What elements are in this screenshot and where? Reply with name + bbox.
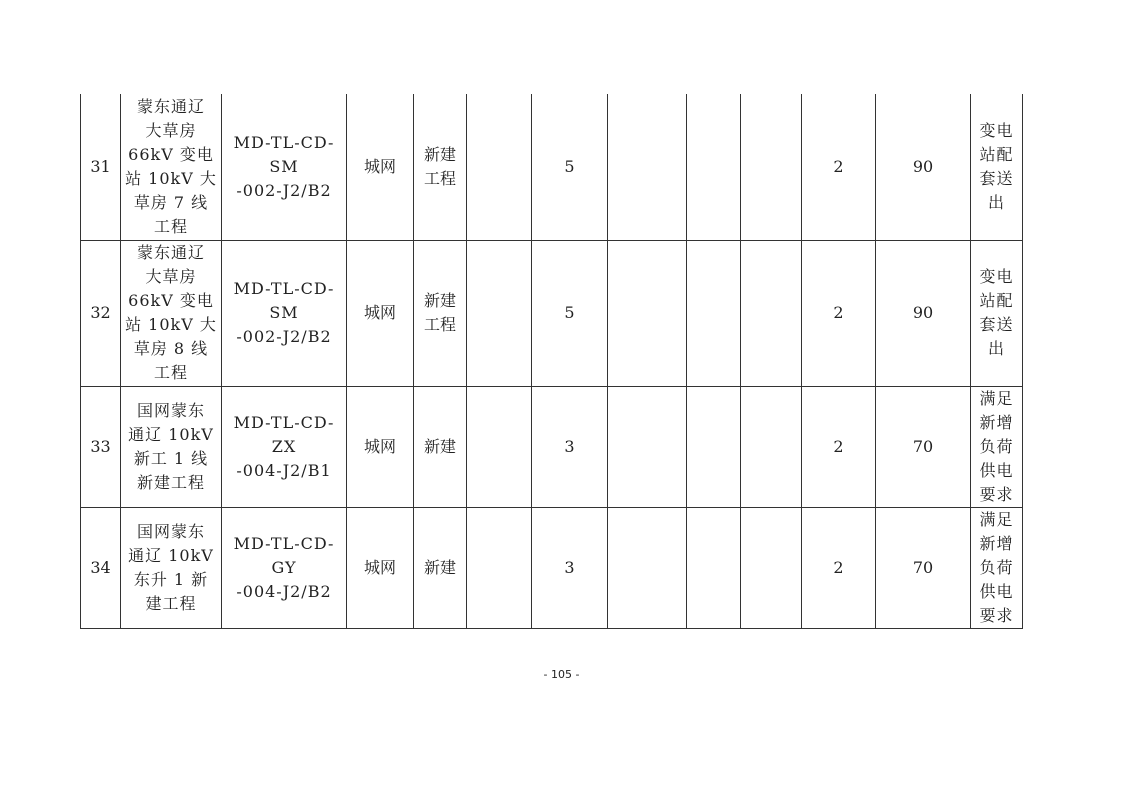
project-code-cell-line: -002-J2/B2 <box>236 180 332 200</box>
purpose-cell-line: 套送出 <box>979 168 1014 212</box>
value-cell: 2 <box>802 94 876 240</box>
purpose-cell-line: 要求 <box>979 484 1014 504</box>
purpose-cell <box>971 240 1023 386</box>
construction-type-cell-line: 新建 <box>423 291 456 310</box>
empty-cell <box>687 240 741 386</box>
project-name-cell-line: 大草房 <box>145 120 197 140</box>
empty-cell <box>467 386 532 507</box>
table-row <box>81 386 1023 507</box>
project-name-cell-line: 通辽 10kV <box>128 545 214 565</box>
quantity-cell: 3 <box>532 386 608 507</box>
project-code-cell <box>222 240 347 386</box>
project-name-cell-line: 66kV 变电 <box>128 144 214 164</box>
empty-cell <box>741 386 802 507</box>
empty-cell <box>687 386 741 507</box>
project-name-cell-line: 工程 <box>153 363 188 382</box>
project-name-cell-line: 站 10kV 大 <box>125 315 217 334</box>
empty-cell <box>467 240 532 386</box>
value-cell: 90 <box>876 240 971 386</box>
project-name-cell-line: 蒙东通辽 <box>136 96 205 116</box>
table-row <box>81 507 1023 628</box>
value-cell: 70 <box>876 507 971 628</box>
empty-cell <box>467 94 532 240</box>
empty-cell <box>608 240 687 386</box>
construction-type-cell-line: 新建 <box>423 436 456 456</box>
purpose-cell-line: 变电站配 <box>979 120 1014 164</box>
project-name-cell-line: 草房 8 线 <box>133 339 209 358</box>
project-name-cell-line: 通辽 10kV <box>128 424 214 444</box>
empty-cell <box>467 507 532 628</box>
construction-type-cell <box>414 240 467 386</box>
project-code-cell <box>222 94 347 240</box>
project-name-cell-line: 蒙东通辽 <box>136 243 205 262</box>
purpose-cell-line: 负荷供电 <box>979 557 1014 601</box>
project-name-cell-line: 草房 7 线 <box>133 192 209 212</box>
project-table-container <box>80 94 1022 629</box>
project-name-cell-line: 新工 1 线 <box>133 448 209 468</box>
area-cell: 城网 <box>347 386 414 507</box>
construction-type-cell-line: 工程 <box>423 315 456 334</box>
project-name-cell-line: 东升 1 新 <box>133 569 209 589</box>
value-cell: 2 <box>802 386 876 507</box>
project-name-cell-line: 站 10kV 大 <box>125 168 217 188</box>
purpose-cell-line: 变电站配 <box>979 267 1014 310</box>
quantity-cell: 5 <box>532 94 608 240</box>
project-table <box>80 94 1023 629</box>
area-cell: 城网 <box>347 507 414 628</box>
project-code-cell-line: -004-J2/B1 <box>236 460 332 480</box>
area-cell: 城网 <box>347 94 414 240</box>
purpose-cell-line: 套送出 <box>979 315 1014 358</box>
project-name-cell-line: 新建工程 <box>136 472 205 492</box>
empty-cell <box>687 94 741 240</box>
empty-cell <box>741 94 802 240</box>
construction-type-cell-line: 工程 <box>423 168 456 188</box>
construction-type-cell <box>414 94 467 240</box>
empty-cell <box>608 507 687 628</box>
table-row <box>81 240 1023 386</box>
project-code-cell-line: -004-J2/B2 <box>236 581 332 601</box>
project-name-cell-line: 66kV 变电 <box>128 291 214 310</box>
purpose-cell-line: 满足新增 <box>979 388 1014 432</box>
area-cell: 城网 <box>347 240 414 386</box>
row-number-cell: 31 <box>81 94 121 240</box>
construction-type-cell-line: 新建 <box>423 557 456 577</box>
empty-cell <box>687 507 741 628</box>
empty-cell <box>608 386 687 507</box>
project-name-cell <box>121 94 222 240</box>
construction-type-cell-line: 新建 <box>423 144 456 164</box>
purpose-cell <box>971 507 1023 628</box>
table-body <box>81 94 1023 628</box>
construction-type-cell <box>414 507 467 628</box>
project-name-cell <box>121 240 222 386</box>
quantity-cell: 3 <box>532 507 608 628</box>
row-number-cell: 34 <box>81 507 121 628</box>
value-cell: 90 <box>876 94 971 240</box>
project-name-cell-line: 建工程 <box>145 593 197 613</box>
project-name-cell-line: 工程 <box>153 216 188 236</box>
value-cell: 2 <box>802 240 876 386</box>
project-code-cell <box>222 507 347 628</box>
project-name-cell-line: 国网蒙东 <box>136 400 205 420</box>
purpose-cell-line: 满足新增 <box>979 509 1014 553</box>
row-number-cell: 32 <box>81 240 121 386</box>
row-number-cell: 33 <box>81 386 121 507</box>
project-name-cell-line: 国网蒙东 <box>136 521 205 541</box>
project-name-cell-line: 大草房 <box>145 267 197 286</box>
project-code-cell-line: -002-J2/B2 <box>236 327 332 346</box>
purpose-cell <box>971 386 1023 507</box>
project-code-cell-line: MD-TL-CD-GY <box>233 533 335 577</box>
project-code-cell <box>222 386 347 507</box>
purpose-cell <box>971 94 1023 240</box>
purpose-cell-line: 要求 <box>979 605 1014 625</box>
table-row <box>81 94 1023 240</box>
empty-cell <box>741 240 802 386</box>
empty-cell <box>741 507 802 628</box>
project-code-cell-line: MD-TL-CD-SM <box>233 132 335 176</box>
purpose-cell-line: 负荷供电 <box>979 436 1014 480</box>
construction-type-cell <box>414 386 467 507</box>
project-name-cell <box>121 386 222 507</box>
project-code-cell-line: MD-TL-CD-SM <box>233 279 335 322</box>
project-code-cell-line: MD-TL-CD-ZX <box>233 412 335 456</box>
value-cell: 2 <box>802 507 876 628</box>
value-cell: 70 <box>876 386 971 507</box>
project-name-cell <box>121 507 222 628</box>
page-number: - 105 - <box>543 668 580 681</box>
quantity-cell: 5 <box>532 240 608 386</box>
empty-cell <box>608 94 687 240</box>
